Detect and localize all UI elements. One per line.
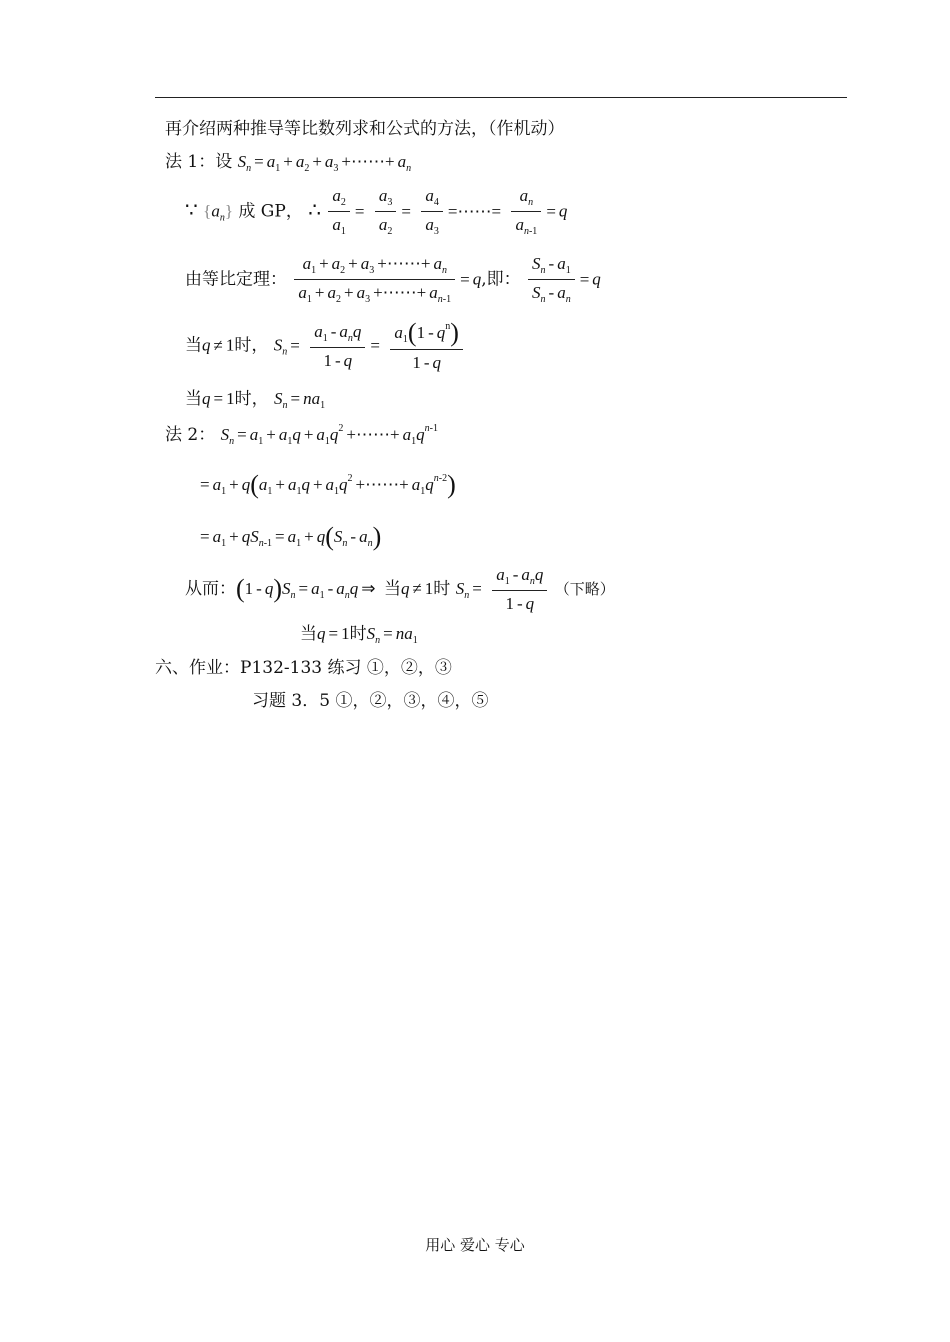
method2-label: 法 2： xyxy=(165,425,216,445)
therefore-symbol: ∴ xyxy=(308,197,321,222)
homework-line-1: 六、作业：P132-133 练习 ①，②，③ xyxy=(155,658,452,678)
method2-step1: = $a_1 + q(a_1 + a_1q + a_1q^2$ +⋯⋯+ $a_1q^{n-2}$) xyxy=(200,470,456,499)
case-neq-dang: 当 xyxy=(185,335,202,356)
method1-case-q-neq-1: 当q ≠ 1时， $S_n$ = $\frac{a_1 - a_nq}{1 - q}$ = $\frac{a_1(1 - q^n)}{1 - q}$ xyxy=(185,320,465,372)
ratio-theorem-label: 由等比定理： xyxy=(185,269,287,290)
cheng-gp-text: 成 GP， xyxy=(238,201,303,222)
method1-ratio-chain: ∵ $\{a_n\}$ 成 GP， ∴ $\frac{a_2}{a_1}$ = $\frac{a_3}{a_2}$ = $\frac{a_4}{a_3}$ =⋯⋯= $\frac{a_n}{a_{n-1}}$ = q xyxy=(185,186,568,237)
case-eq-dang: 当 xyxy=(185,389,202,409)
homework-line-2: 习题 3．5 ①，②，③，④，⑤ xyxy=(252,691,489,711)
intro-text: 再介绍两种推导等比数列求和公式的方法，（作机动） xyxy=(165,119,565,139)
omit-text: （下略） xyxy=(554,580,615,598)
method1-definition: 法 1：设 $S_n = a_1 + a_2 + a_3$ +⋯⋯+ $a_n$ xyxy=(165,152,412,174)
ji-text: ,即： xyxy=(481,269,521,290)
case-eq-shi: 时， xyxy=(234,389,269,409)
method1-case-q-eq-1: 当q = 1时， $S_n = na_1$ xyxy=(185,389,326,411)
method1-ratio-theorem: 由等比定理： $\frac{a_1 + a_2 + a_3 +\cdots\cdots+ a_n}{a_1 + a_2 + a_3 +\cdots\cdots+ a_{n-1}}$ = q,即： $\frac{S_n - a_1}{S_n - a_n}$ = q xyxy=(185,254,601,305)
method2-definition: 法 2： $S_n = a_1 + a_1q + a_1q^2$ +⋯⋯+ $a_1q^{n-1}$ xyxy=(165,423,438,447)
method2-shi: 时 xyxy=(433,579,451,599)
header-rule xyxy=(155,97,847,98)
method2-dang-2: 当 xyxy=(300,624,317,644)
method1-label: 法 1：设 xyxy=(165,152,233,172)
method2-step2: = $a_1 + qS_{n-1} = a_1 + q(S_n - a_n)$ xyxy=(200,522,382,551)
because-symbol: ∵ xyxy=(185,197,198,222)
case-neq-shi: 时， xyxy=(234,335,269,356)
congr-label: 从而： xyxy=(185,579,236,599)
method2-dang: 当 xyxy=(383,579,401,599)
page-footer: 用心 爱心 专心 xyxy=(425,1236,525,1254)
method2-conclusion: 从而：$(1 - q)S_n = a_1 - a_nq$ ⇒ 当q ≠ 1时 $S_n$ = $\frac{a_1 - a_nq}{1 - q}$ （下略） xyxy=(185,565,615,613)
method2-shi-2: 时 xyxy=(349,624,367,644)
method2-case-q-eq-1: 当q = 1时$S_n = na_1$ xyxy=(300,624,418,646)
